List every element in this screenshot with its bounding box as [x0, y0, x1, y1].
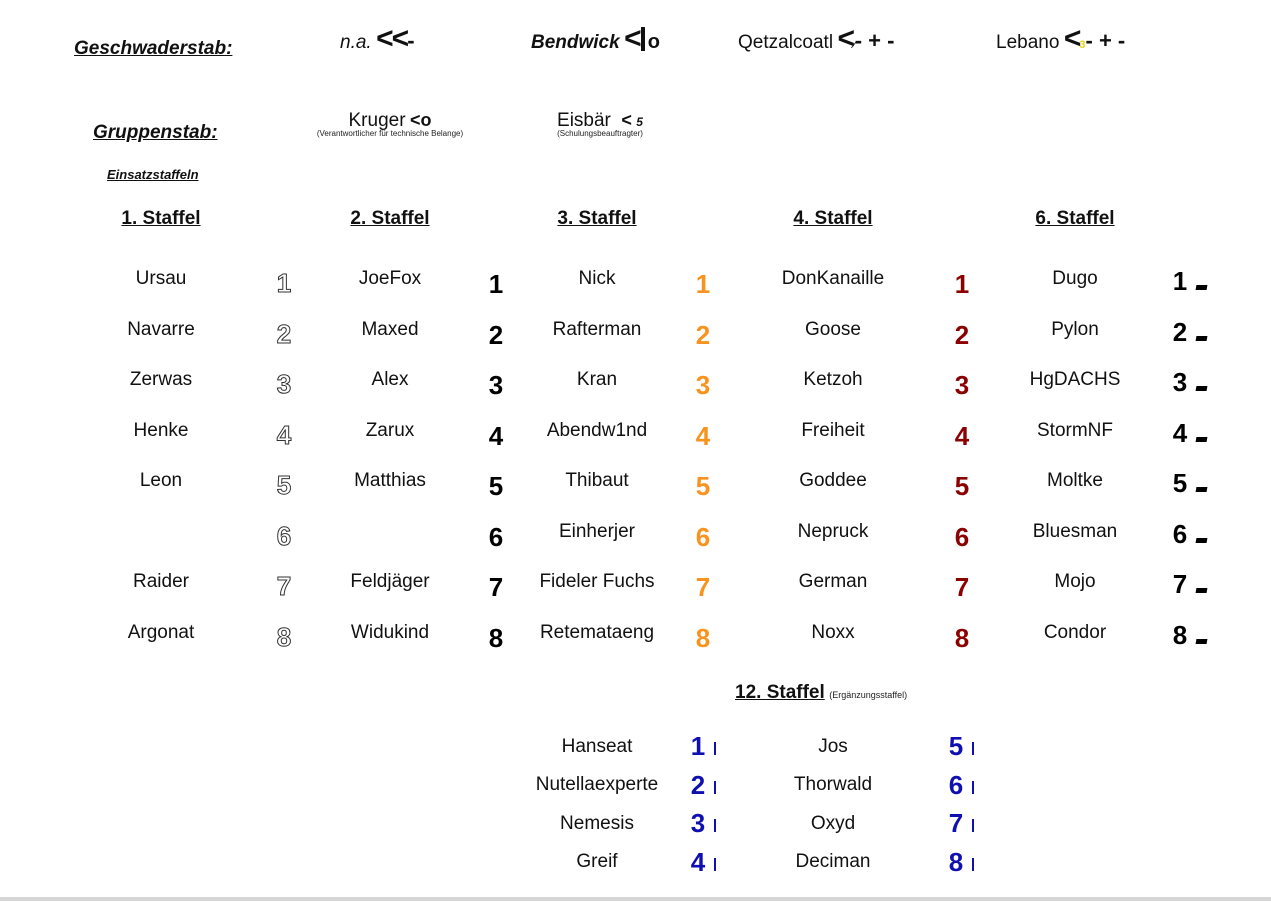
member-name: Kruger — [348, 110, 406, 131]
slot-number-5-icon: 5 — [276, 470, 292, 500]
geschwaderstab-member-lebano — [996, 22, 1125, 56]
member-name: Qetzalcoatl — [738, 32, 834, 53]
slot-5 — [1168, 468, 1207, 499]
slot-number-8-icon: 8 — [488, 623, 504, 653]
rank-bar-icon — [641, 27, 645, 51]
rank-chevron-circle-icon: <o — [409, 110, 432, 130]
einsatzstaffeln-label: Einsatzstaffeln — [107, 167, 199, 182]
pilot-name: Nutellaexperte — [535, 774, 659, 795]
staffel-12-title: 12. Staffel — [735, 682, 825, 703]
pilot-name: DonKanaille — [781, 268, 885, 289]
staffel-12-note: (Ergänzungsstaffel) — [829, 690, 908, 700]
pilot-name: Goose — [805, 319, 861, 340]
slot-number-1-icon: 1 — [954, 269, 970, 299]
slot-number-2-icon: 2 — [1172, 317, 1188, 347]
slot-number-4-icon: 4 — [276, 420, 292, 450]
member-name: n.a. — [340, 32, 372, 53]
slot-number-2-icon: 2 — [954, 320, 970, 350]
slot-5 — [944, 731, 974, 762]
pilot-name: Argonat — [127, 622, 195, 643]
slot-7 — [944, 808, 974, 839]
slot-number-4-icon: 4 — [1172, 418, 1188, 448]
pilot-name: Condor — [1043, 622, 1107, 643]
slot-number-5-icon: 5 — [954, 471, 970, 501]
gruppenstab-label: Gruppenstab: — [93, 122, 218, 143]
dash-icon — [1196, 639, 1208, 644]
pilot-name: Nemesis — [560, 813, 634, 834]
slot-4 — [686, 847, 716, 878]
slot-6 — [1168, 519, 1207, 550]
slot-number-3-icon: 3 — [1172, 367, 1188, 397]
pilot-name: Rafterman — [552, 319, 642, 340]
dash-icon — [1196, 336, 1208, 341]
slot-number-1-icon: 1 — [276, 268, 292, 298]
pilot-name: Deciman — [795, 851, 871, 872]
pilot-name: Matthias — [354, 470, 426, 491]
pilot-name: Retemataeng — [539, 622, 655, 643]
pilot-name: Zerwas — [129, 369, 193, 390]
slot-2 — [1168, 317, 1207, 348]
pilot-name: Fideler Fuchs — [539, 571, 655, 592]
slot-number-1-icon: 1 — [695, 269, 711, 299]
slot-number-1-icon: 1 — [690, 731, 706, 761]
rank-plus-icon: - + - — [854, 28, 895, 53]
slot-number-3-icon: 3 — [695, 370, 711, 400]
staffel-2-title: 2. Staffel — [350, 208, 430, 229]
slot-number-7-icon: 7 — [695, 572, 711, 602]
slot-number-8-icon: 8 — [695, 623, 711, 653]
geschwaderstab-member-qetzalcoatl — [738, 22, 894, 56]
pilot-name: Bluesman — [1032, 521, 1118, 542]
slot-number-1-icon: 1 — [1172, 266, 1188, 296]
slot-7 — [1168, 569, 1207, 600]
slot-number-4-icon: 4 — [690, 847, 706, 877]
rank-super-icon: ⁄ — [853, 40, 855, 51]
tick-icon — [972, 742, 974, 755]
pilot-name: Hanseat — [561, 736, 633, 757]
member-name: Bendwick — [531, 32, 620, 53]
slot-number-2-icon: 2 — [695, 320, 711, 350]
slot-number-4-icon: 4 — [695, 421, 711, 451]
dash-icon — [1196, 386, 1208, 391]
pilot-name: Raider — [133, 571, 189, 592]
pilot-name: Abendw1nd — [546, 420, 648, 441]
slot-number-3-icon: 3 — [690, 808, 706, 838]
pilot-name: Navarre — [127, 319, 195, 340]
slot-number-4-icon: 4 — [954, 421, 970, 451]
slot-8 — [1168, 620, 1207, 651]
pilot-name: HgDACHS — [1029, 369, 1121, 390]
slot-number-6-icon: 6 — [695, 522, 711, 552]
slot-1 — [1168, 266, 1207, 297]
rank-chevron-icon: < — [837, 22, 854, 55]
member-name: Lebano — [996, 32, 1060, 53]
member-role-note: (Verantwortlicher für technische Belange) — [316, 129, 464, 138]
pilot-name: Dugo — [1052, 268, 1098, 289]
rank-star-icon: 3 — [1079, 39, 1086, 51]
pilot-name: Ketzoh — [803, 369, 863, 390]
slot-number-3-icon: 3 — [276, 369, 292, 399]
bottom-border — [0, 897, 1271, 901]
slot-number-8-icon: 8 — [276, 622, 292, 652]
geschwaderstab-member-bendwick — [531, 22, 660, 56]
slot-number-5-icon: 5 — [948, 731, 964, 761]
tick-icon — [972, 781, 974, 794]
pilot-name: StormNF — [1037, 420, 1113, 441]
dash-icon — [1196, 285, 1208, 290]
pilot-name: Zarux — [365, 420, 415, 441]
pilot-name: Maxed — [361, 319, 419, 340]
gruppenstab-member-eisbaer — [540, 110, 660, 138]
pilot-name: Greif — [576, 851, 618, 872]
slot-number-5-icon: 5 — [1172, 468, 1188, 498]
pilot-name: Nick — [578, 268, 616, 289]
slot-number-7-icon: 7 — [488, 572, 504, 602]
slot-number-6-icon: 6 — [276, 521, 292, 551]
rank-chevron-icon: < — [624, 22, 640, 55]
slot-4 — [1168, 418, 1207, 449]
slot-number-8-icon: 8 — [1172, 620, 1188, 650]
pilot-name: Noxx — [811, 622, 855, 643]
pilot-name: Moltke — [1047, 470, 1103, 491]
member-name: Eisbär — [557, 110, 611, 131]
pilot-name: Feldjäger — [350, 571, 430, 592]
dash-icon — [1196, 538, 1208, 543]
slot-2 — [686, 770, 716, 801]
tick-icon — [714, 781, 716, 794]
dash-icon — [1196, 588, 1208, 593]
slot-number-7-icon: 7 — [948, 808, 964, 838]
dash-icon — [1196, 487, 1208, 492]
slot-3 — [1168, 367, 1207, 398]
pilot-name: Alex — [371, 369, 409, 390]
pilot-name: Freiheit — [801, 420, 865, 441]
slot-number-1-icon: 1 — [488, 269, 504, 299]
pilot-name: Pylon — [1051, 319, 1099, 340]
slot-number-2-icon: 2 — [276, 319, 292, 349]
slot-number-6-icon: 6 — [954, 522, 970, 552]
tick-icon — [972, 858, 974, 871]
staffel-4-title: 4. Staffel — [793, 208, 873, 229]
tick-icon — [972, 819, 974, 832]
pilot-name: Oxyd — [810, 813, 856, 834]
geschwaderstab-member-na — [340, 22, 415, 56]
pilot-name: Leon — [139, 470, 183, 491]
pilot-name: Einherjer — [558, 521, 636, 542]
slot-number-3-icon: 3 — [488, 370, 504, 400]
slot-number-6-icon: 6 — [488, 522, 504, 552]
pilot-name: Widukind — [350, 622, 430, 643]
pilot-name: Ursau — [135, 268, 187, 289]
slot-8 — [944, 847, 974, 878]
pilot-name: German — [798, 571, 868, 592]
staffel-3-title: 3. Staffel — [557, 208, 637, 229]
slot-number-7-icon: 7 — [954, 572, 970, 602]
pilot-name: Mojo — [1054, 571, 1096, 592]
slot-6 — [944, 770, 974, 801]
pilot-name: Goddee — [799, 470, 867, 491]
staffel-12-header — [735, 682, 907, 704]
slot-1 — [686, 731, 716, 762]
geschwaderstab-label: Geschwaderstab: — [74, 38, 233, 59]
staffel-1-title: 1. Staffel — [121, 208, 201, 229]
slot-number-6-icon: 6 — [948, 770, 964, 800]
slot-number-2-icon: 2 — [690, 770, 706, 800]
pilot-name: Thibaut — [565, 470, 629, 491]
slot-number-5-icon: 5 — [695, 471, 711, 501]
slot-number-7-icon: 7 — [1172, 569, 1188, 599]
pilot-name: Kran — [576, 369, 618, 390]
pilot-name: Thorwald — [793, 774, 873, 795]
slot-number-6-icon: 6 — [1172, 519, 1188, 549]
slot-number-7-icon: 7 — [276, 571, 292, 601]
gruppenstab-member-kruger — [300, 110, 480, 138]
pilot-name: Nepruck — [797, 521, 869, 542]
rank-plus-icon: - + - — [1085, 28, 1126, 53]
slot-number-2-icon: 2 — [488, 320, 504, 350]
slot-number-8-icon: 8 — [948, 847, 964, 877]
staffel-6-title: 6. Staffel — [1035, 208, 1115, 229]
pilot-name: JoeFox — [358, 268, 422, 289]
pilot-name: Jos — [818, 736, 848, 757]
slot-3 — [686, 808, 716, 839]
rank-chevron-icon: < — [621, 110, 632, 130]
rank-dash-icon: - — [407, 28, 415, 53]
tick-icon — [714, 742, 716, 755]
slot-number-8-icon: 8 — [954, 623, 970, 653]
member-role-note: (Schulungsbeauftragter) — [557, 129, 643, 138]
pilot-name: Henke — [133, 420, 189, 441]
tick-icon — [714, 858, 716, 871]
slot-number-3-icon: 3 — [954, 370, 970, 400]
slot-number-5-icon: 5 — [488, 471, 504, 501]
rank-number-icon: 5 — [636, 115, 643, 129]
tick-icon — [714, 819, 716, 832]
rank-circle-icon: o — [647, 31, 660, 53]
dash-icon — [1196, 437, 1208, 442]
rank-chevron-icon: << — [376, 22, 408, 55]
slot-number-4-icon: 4 — [488, 421, 504, 451]
rank-chevron-icon: < — [1063, 22, 1080, 55]
